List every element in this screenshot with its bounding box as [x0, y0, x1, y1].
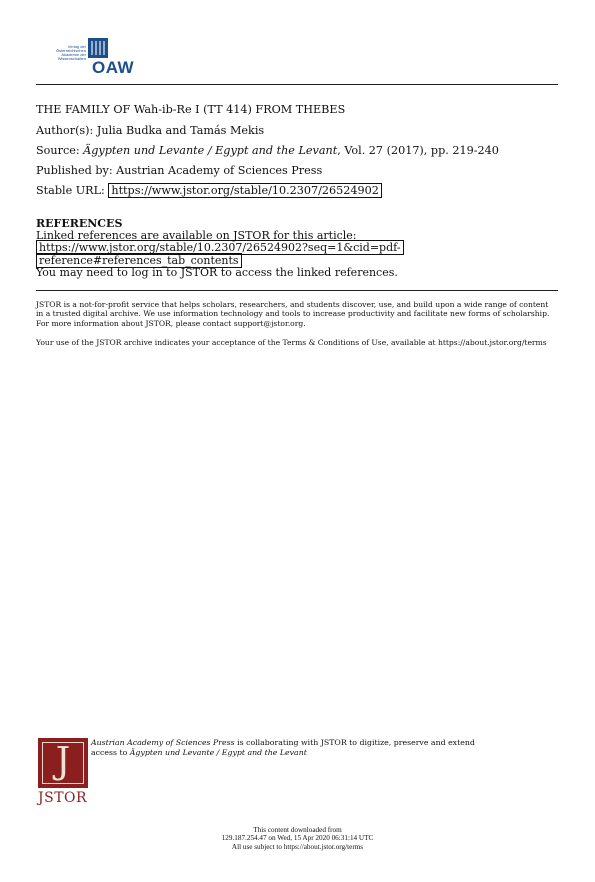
references-heading: REFERENCES [36, 217, 123, 230]
source-details: , Vol. 27 (2017), pp. 219-240 [337, 144, 499, 157]
references-block [36, 230, 404, 280]
jstor-wordmark: JSTOR [38, 790, 88, 806]
references-link-part2[interactable]: reference#references_tab_contents [36, 253, 242, 268]
article-publisher [36, 164, 322, 178]
collaboration-note [91, 738, 501, 758]
source-journal: Ägypten und Levante / Egypt and the Levant [83, 144, 338, 157]
stable-url-link[interactable]: https://www.jstor.org/stable/10.2307/26524902 [108, 183, 382, 198]
publisher-value: Austrian Academy of Sciences Press [116, 164, 323, 177]
publisher-label: Published by: [36, 164, 117, 177]
source-label: Source: [36, 144, 84, 157]
jstor-service-paragraph: JSTOR is a not-for-profit service that helps scholars, researchers, and students discover, use, and build upon a wide range of content in a trusted digital archive. We use information technology and tools to increase productivity and facilitate new forms of scholarship. For more information about JSTOR, please contact support@jstor.org. [36, 300, 550, 328]
footer-line-3: All use subject to https://about.jstor.org/terms [231, 842, 364, 851]
collaboration-text: is collaborating with JSTOR to digitize, preserve and extend access to [91, 738, 475, 757]
authors-label: Author(s): [36, 124, 97, 137]
terms-of-use-paragraph: Your use of the JSTOR archive indicates your acceptance of the Terms & Conditions of Use, available at https://about.jstor.org/terms [36, 338, 547, 347]
footer-line-2: 129.187.254.47 on Wed, 15 Apr 2020 06:31:14 UTC [221, 834, 374, 843]
stable-url-label: Stable URL: [36, 184, 109, 197]
oaw-emblem-icon [88, 38, 108, 58]
article-stable-url [36, 184, 382, 198]
article-title: THE FAMILY OF Wah-ib-Re I (TT 414) FROM THEBES [36, 103, 346, 116]
references-link-part1[interactable]: https://www.jstor.org/stable/10.2307/26524902?seq=1&cid=pdf- [36, 240, 404, 255]
middle-divider [36, 290, 558, 291]
article-source [36, 144, 499, 158]
oaw-logo-caption: Verlag der Österreichischen Akademie der Wissenschaften [55, 44, 86, 61]
oaw-logo-text: OAW [92, 58, 135, 77]
download-footer [0, 826, 595, 851]
jstor-emblem-icon [38, 738, 88, 788]
collaboration-journal: Ägypten und Levante / Egypt and the Levant [129, 748, 307, 757]
references-intro: Linked references are available on JSTOR for this article: [36, 229, 357, 242]
top-divider [36, 84, 558, 85]
authors-value: Julia Budka and Tamás Mekis [96, 124, 265, 137]
footer-line-1: This content downloaded from [253, 826, 342, 834]
jstor-emblem-letter: J [55, 741, 71, 782]
references-login-note: You may need to log in to JSTOR to access the linked references. [36, 266, 398, 280]
oaw-logo [36, 38, 136, 78]
collaboration-publisher: Austrian Academy of Sciences Press [91, 738, 235, 747]
article-authors [36, 124, 264, 138]
